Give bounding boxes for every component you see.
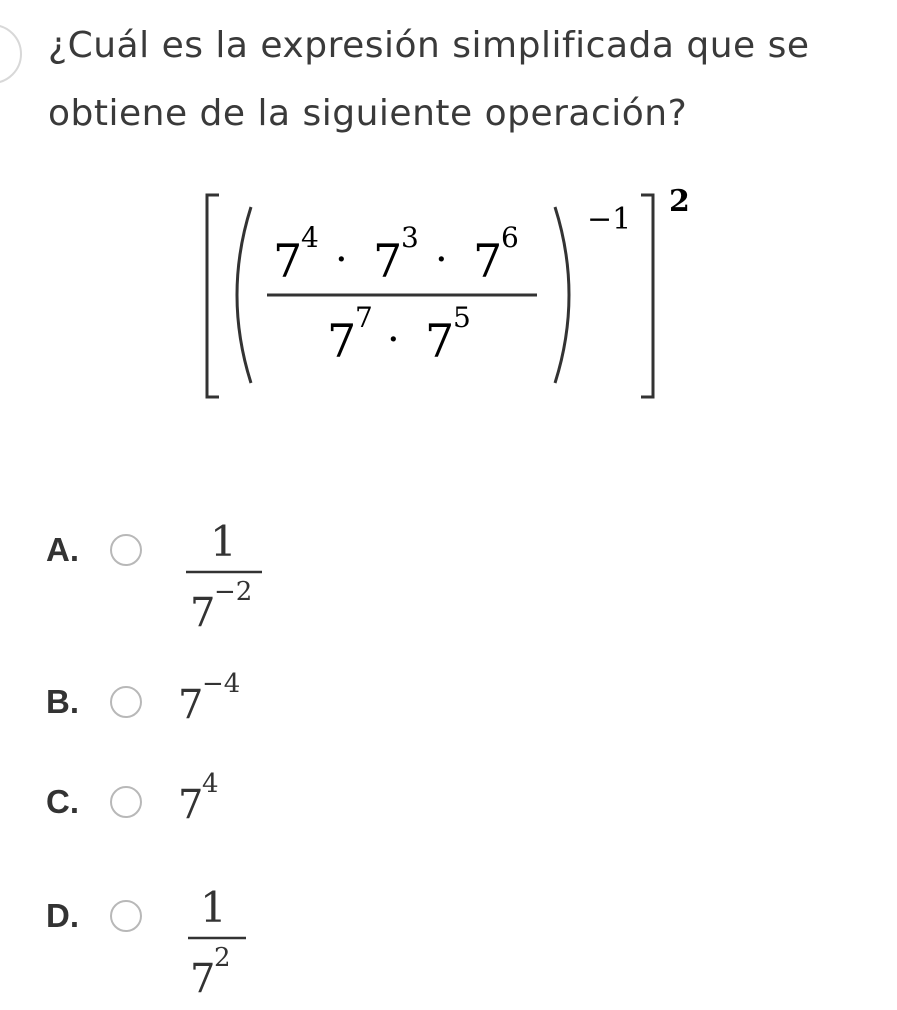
den-base-1: 7 <box>327 314 357 368</box>
num-exp-2: 3 <box>401 221 419 254</box>
option-c-radio[interactable] <box>110 786 142 818</box>
option-b-base: 7 <box>178 682 204 728</box>
option-a-exponent: −2 <box>214 577 253 607</box>
num-exp-1: 4 <box>301 221 319 254</box>
option-b-radio[interactable] <box>110 686 142 718</box>
num-exp-3: 6 <box>501 221 519 254</box>
num-base-2: 7 <box>373 234 403 288</box>
option-b[interactable] <box>46 669 446 742</box>
num-dot-2: · <box>435 237 448 283</box>
option-a-numerator: 1 <box>210 517 237 566</box>
right-square-bracket <box>641 195 653 397</box>
option-d-base: 7 <box>190 956 216 1002</box>
option-b-letter: B. <box>46 683 79 720</box>
option-c-exponent: 4 <box>202 769 219 799</box>
den-base-2: 7 <box>425 314 455 368</box>
expression-formula <box>195 185 735 415</box>
option-d-radio[interactable] <box>110 900 142 932</box>
den-exp-2: 5 <box>453 301 471 334</box>
option-c-letter: C. <box>46 783 79 820</box>
num-base-1: 7 <box>273 234 303 288</box>
option-c[interactable] <box>46 769 446 842</box>
left-parenthesis <box>237 207 251 383</box>
den-exp-1: 7 <box>355 301 373 334</box>
option-a[interactable] <box>46 517 446 636</box>
option-d-exponent: 2 <box>214 943 231 973</box>
inner-exponent: −1 <box>587 202 632 237</box>
option-c-base: 7 <box>178 782 204 828</box>
side-tab-edge <box>0 24 22 84</box>
option-d-numerator: 1 <box>200 883 227 932</box>
num-dot-1: · <box>335 237 348 283</box>
option-d-math <box>176 866 306 1006</box>
option-a-base: 7 <box>190 590 216 636</box>
option-b-exponent: −4 <box>202 669 241 699</box>
option-d[interactable] <box>46 883 446 1002</box>
left-square-bracket <box>207 195 219 397</box>
question-text: ¿Cuál es la expresión simplificada que se obtiene de la siguiente operación? <box>48 25 810 134</box>
option-a-letter: A. <box>46 531 79 568</box>
outer-exponent: 2 <box>669 185 690 219</box>
right-parenthesis <box>555 207 569 383</box>
expression-svg <box>195 185 735 415</box>
num-base-3: 7 <box>473 234 503 288</box>
option-d-letter: D. <box>46 897 79 934</box>
den-dot-1: · <box>387 317 400 363</box>
option-a-math <box>176 500 306 640</box>
option-a-radio[interactable] <box>110 534 142 566</box>
